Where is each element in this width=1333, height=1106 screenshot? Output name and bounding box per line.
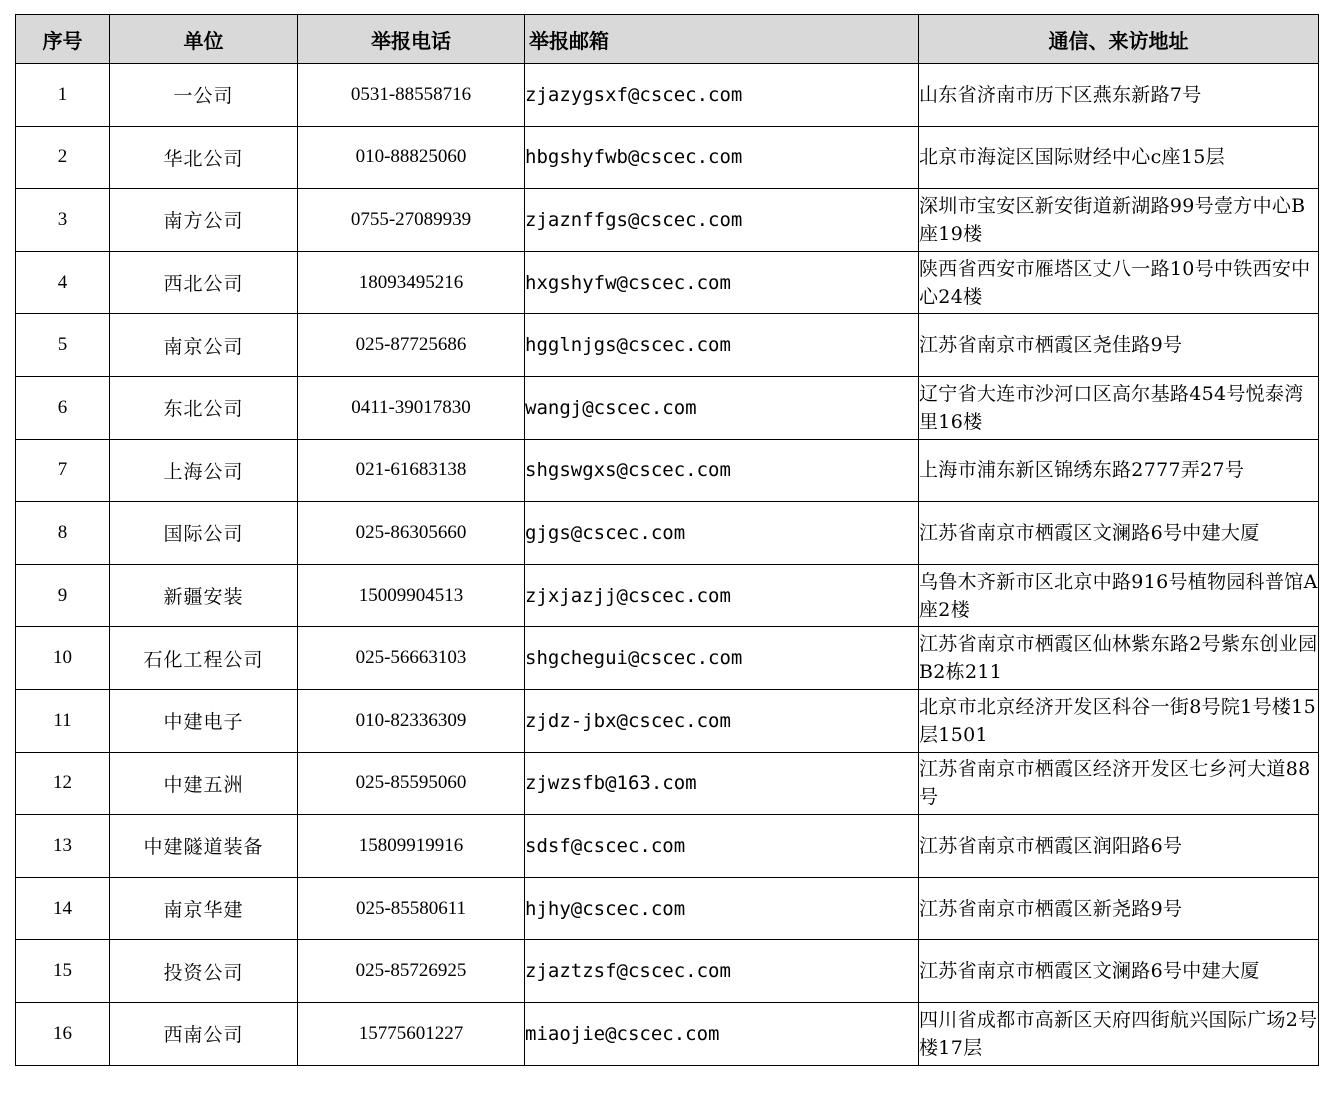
cell-phone: 021-61683138 (298, 439, 525, 502)
cell-address: 深圳市宝安区新安街道新湖路99号壹方中心B座19楼 (919, 189, 1319, 252)
header-row (16, 15, 1319, 64)
header-email: 举报邮箱 (525, 15, 919, 64)
cell-phone: 025-85726925 (298, 940, 525, 1003)
table-row (16, 940, 1319, 1003)
cell-address: 江苏省南京市栖霞区文澜路6号中建大厦 (919, 940, 1319, 1003)
table-row (16, 564, 1319, 627)
cell-unit: 上海公司 (110, 439, 298, 502)
cell-email: hgglnjgs@cscec.com (525, 314, 919, 377)
cell-phone: 0755-27089939 (298, 189, 525, 252)
cell-address: 辽宁省大连市沙河口区高尔基路454号悦泰湾里16楼 (919, 376, 1319, 439)
cell-phone: 0531-88558716 (298, 64, 525, 127)
cell-phone: 010-82336309 (298, 689, 525, 752)
table-row (16, 314, 1319, 377)
cell-email: hjhy@cscec.com (525, 877, 919, 940)
cell-email: sdsf@cscec.com (525, 815, 919, 878)
table-body (16, 64, 1319, 1066)
table-row (16, 502, 1319, 565)
cell-address: 乌鲁木齐新市区北京中路916号植物园科普馆A座2楼 (919, 564, 1319, 627)
cell-unit: 东北公司 (110, 376, 298, 439)
cell-phone: 010-88825060 (298, 126, 525, 189)
table-row (16, 752, 1319, 815)
cell-no: 14 (16, 877, 110, 940)
contact-table (15, 14, 1319, 1066)
cell-unit: 一公司 (110, 64, 298, 127)
cell-unit: 南京华建 (110, 877, 298, 940)
cell-no: 3 (16, 189, 110, 252)
cell-email: zjaznffgs@cscec.com (525, 189, 919, 252)
cell-no: 16 (16, 1002, 110, 1065)
header-phone: 举报电话 (298, 15, 525, 64)
cell-no: 9 (16, 564, 110, 627)
cell-no: 11 (16, 689, 110, 752)
cell-address: 江苏省南京市栖霞区仙林紫东路2号紫东创业园B2栋211 (919, 627, 1319, 690)
cell-unit: 西北公司 (110, 251, 298, 314)
cell-email: wangj@cscec.com (525, 376, 919, 439)
cell-email: hbgshyfwb@cscec.com (525, 126, 919, 189)
cell-phone: 025-56663103 (298, 627, 525, 690)
cell-phone: 15009904513 (298, 564, 525, 627)
table-row (16, 689, 1319, 752)
cell-address: 江苏省南京市栖霞区尧佳路9号 (919, 314, 1319, 377)
cell-phone: 025-85580611 (298, 877, 525, 940)
cell-address: 江苏省南京市栖霞区润阳路6号 (919, 815, 1319, 878)
table-row (16, 64, 1319, 127)
table-row (16, 439, 1319, 502)
cell-unit: 华北公司 (110, 126, 298, 189)
cell-no: 6 (16, 376, 110, 439)
cell-phone: 0411-39017830 (298, 376, 525, 439)
cell-unit: 新疆安装 (110, 564, 298, 627)
cell-email: miaojie@cscec.com (525, 1002, 919, 1065)
cell-address: 江苏省南京市栖霞区新尧路9号 (919, 877, 1319, 940)
cell-email: zjxjazjj@cscec.com (525, 564, 919, 627)
cell-no: 7 (16, 439, 110, 502)
cell-address: 北京市北京经济开发区科谷一街8号院1号楼15层1501 (919, 689, 1319, 752)
cell-unit: 中建电子 (110, 689, 298, 752)
cell-no: 15 (16, 940, 110, 1003)
cell-address: 江苏省南京市栖霞区经济开发区七乡河大道88号 (919, 752, 1319, 815)
cell-email: zjazygsxf@cscec.com (525, 64, 919, 127)
table-row (16, 815, 1319, 878)
cell-unit: 中建隧道装备 (110, 815, 298, 878)
table-row (16, 189, 1319, 252)
cell-address: 陕西省西安市雁塔区丈八一路10号中铁西安中心24楼 (919, 251, 1319, 314)
cell-unit: 西南公司 (110, 1002, 298, 1065)
cell-no: 10 (16, 627, 110, 690)
cell-unit: 南方公司 (110, 189, 298, 252)
cell-phone: 025-85595060 (298, 752, 525, 815)
cell-address: 上海市浦东新区锦绣东路2777弄27号 (919, 439, 1319, 502)
table-row (16, 126, 1319, 189)
cell-phone: 18093495216 (298, 251, 525, 314)
cell-unit: 国际公司 (110, 502, 298, 565)
cell-phone: 025-87725686 (298, 314, 525, 377)
cell-no: 4 (16, 251, 110, 314)
table-row (16, 1002, 1319, 1065)
cell-email: zjwzsfb@163.com (525, 752, 919, 815)
cell-email: gjgs@cscec.com (525, 502, 919, 565)
cell-address: 江苏省南京市栖霞区文澜路6号中建大厦 (919, 502, 1319, 565)
table-row (16, 627, 1319, 690)
cell-email: shgchegui@cscec.com (525, 627, 919, 690)
cell-email: zjaztzsf@cscec.com (525, 940, 919, 1003)
header-address: 通信、来访地址 (919, 15, 1319, 64)
cell-address: 四川省成都市高新区天府四街航兴国际广场2号楼17层 (919, 1002, 1319, 1065)
header-unit: 单位 (110, 15, 298, 64)
cell-unit: 投资公司 (110, 940, 298, 1003)
cell-email: zjdz-jbx@cscec.com (525, 689, 919, 752)
cell-no: 8 (16, 502, 110, 565)
cell-no: 1 (16, 64, 110, 127)
cell-unit: 中建五洲 (110, 752, 298, 815)
cell-phone: 15809919916 (298, 815, 525, 878)
header-no: 序号 (16, 15, 110, 64)
cell-email: hxgshyfw@cscec.com (525, 251, 919, 314)
cell-address: 北京市海淀区国际财经中心c座15层 (919, 126, 1319, 189)
table-row (16, 877, 1319, 940)
cell-unit: 石化工程公司 (110, 627, 298, 690)
table-header (16, 15, 1319, 64)
cell-no: 2 (16, 126, 110, 189)
table-row (16, 376, 1319, 439)
cell-no: 5 (16, 314, 110, 377)
cell-email: shgswgxs@cscec.com (525, 439, 919, 502)
cell-phone: 15775601227 (298, 1002, 525, 1065)
cell-no: 13 (16, 815, 110, 878)
cell-no: 12 (16, 752, 110, 815)
cell-phone: 025-86305660 (298, 502, 525, 565)
table-row (16, 251, 1319, 314)
cell-address: 山东省济南市历下区燕东新路7号 (919, 64, 1319, 127)
cell-unit: 南京公司 (110, 314, 298, 377)
